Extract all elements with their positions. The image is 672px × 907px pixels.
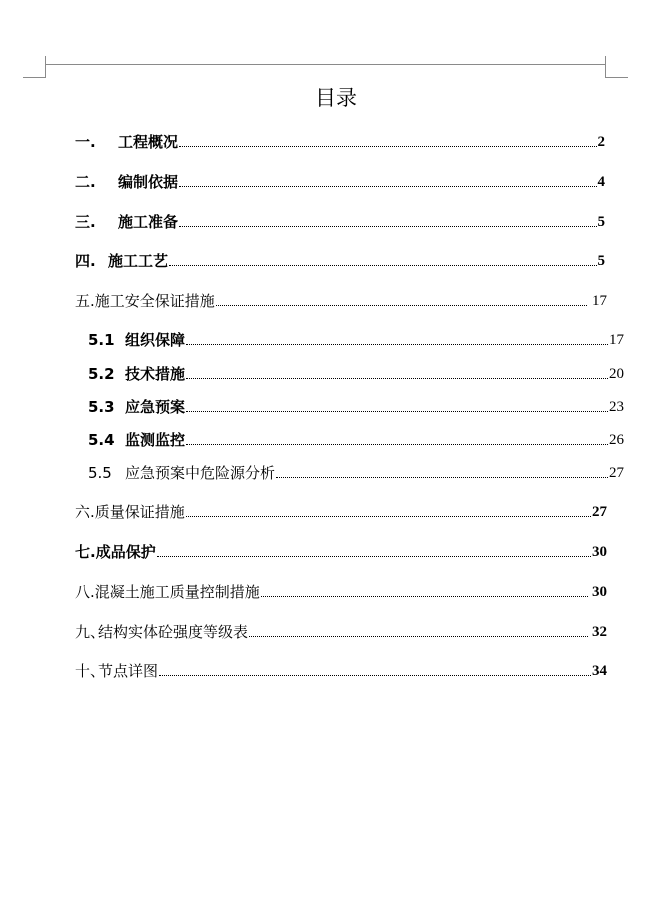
toc-entry[interactable] [75, 210, 605, 232]
dot-leader [186, 516, 591, 517]
toc-entry-label: 八.混凝土施工质量控制措施 [75, 583, 260, 601]
toc-entry-label: 五.施工安全保证措施 [75, 292, 215, 310]
toc-page-number: 27 [609, 465, 624, 481]
crop-mark-right-horizontal [606, 77, 628, 78]
dot-leader [186, 378, 608, 379]
toc-page-number: 27 [592, 504, 607, 520]
toc-entry-label: 十、节点详图 [75, 662, 159, 680]
toc-entry[interactable] [75, 249, 605, 271]
toc-entry[interactable] [75, 289, 607, 311]
dot-leader [186, 411, 608, 412]
crop-mark-right-vertical [605, 56, 606, 78]
dot-leader [169, 265, 596, 266]
dot-leader [179, 186, 596, 187]
dot-leader [159, 675, 591, 676]
toc-page-number: 20 [609, 366, 624, 382]
dot-leader [179, 226, 596, 227]
dot-leader [179, 146, 596, 147]
toc-entry-label: 5.5 应急预案中危险源分析 [88, 464, 276, 482]
dot-leader [249, 636, 588, 637]
toc-page-number: 34 [592, 663, 607, 679]
toc-page-number: 17 [609, 332, 624, 348]
toc-page-number: 5 [597, 253, 605, 269]
toc-entry-label: 一. 工程概况 [75, 133, 179, 151]
toc-entry[interactable] [75, 659, 607, 681]
toc-page-number: 5 [597, 214, 605, 230]
toc-entry-label: 5.3 应急预案 [88, 398, 186, 416]
toc-page-number: 32 [592, 624, 607, 640]
dot-leader [157, 556, 591, 557]
toc-entry-label: 九、结构实体砼强度等级表 [75, 623, 249, 641]
toc-page-number: 23 [609, 399, 624, 415]
toc-subentry[interactable] [88, 328, 624, 350]
toc-entry[interactable] [75, 500, 607, 522]
dot-leader [216, 305, 587, 306]
crop-mark-left-vertical [45, 56, 46, 78]
crop-mark-top-line [45, 64, 605, 65]
dot-leader [276, 477, 608, 478]
toc-entry-label: 三. 施工准备 [75, 213, 179, 231]
toc-page-number: 4 [597, 174, 605, 190]
toc-subentry[interactable] [88, 461, 624, 483]
toc-entry-label: 5.1 组织保障 [88, 331, 186, 349]
dot-leader [186, 344, 608, 345]
toc-page-number: 17 [592, 293, 607, 309]
toc-entry[interactable] [75, 130, 605, 152]
toc-page-number: 30 [592, 584, 607, 600]
toc-entry-label: 5.2 技术措施 [88, 365, 186, 383]
toc-page-number: 26 [609, 432, 624, 448]
toc-entry-label: 四. 施工工艺 [75, 252, 169, 270]
toc-entry-label: 七.成品保护 [75, 543, 156, 561]
toc-entry[interactable] [75, 620, 607, 642]
toc-entry[interactable] [75, 540, 607, 562]
dot-leader [186, 444, 608, 445]
toc-subentry[interactable] [88, 428, 624, 450]
toc-subentry[interactable] [88, 395, 624, 417]
toc-entry-label: 二. 编制依据 [75, 173, 179, 191]
toc-page-number: 2 [597, 134, 605, 150]
toc-entry-label: 六.质量保证措施 [75, 503, 185, 521]
toc-subentry[interactable] [88, 362, 624, 384]
toc-title: 目录 [315, 86, 357, 110]
crop-mark-left-horizontal [23, 77, 45, 78]
dot-leader [261, 596, 588, 597]
toc-entry[interactable] [75, 580, 607, 602]
toc-page-number: 30 [592, 544, 607, 560]
toc-entry-label: 5.4 监测监控 [88, 431, 186, 449]
toc-entry[interactable] [75, 170, 605, 192]
